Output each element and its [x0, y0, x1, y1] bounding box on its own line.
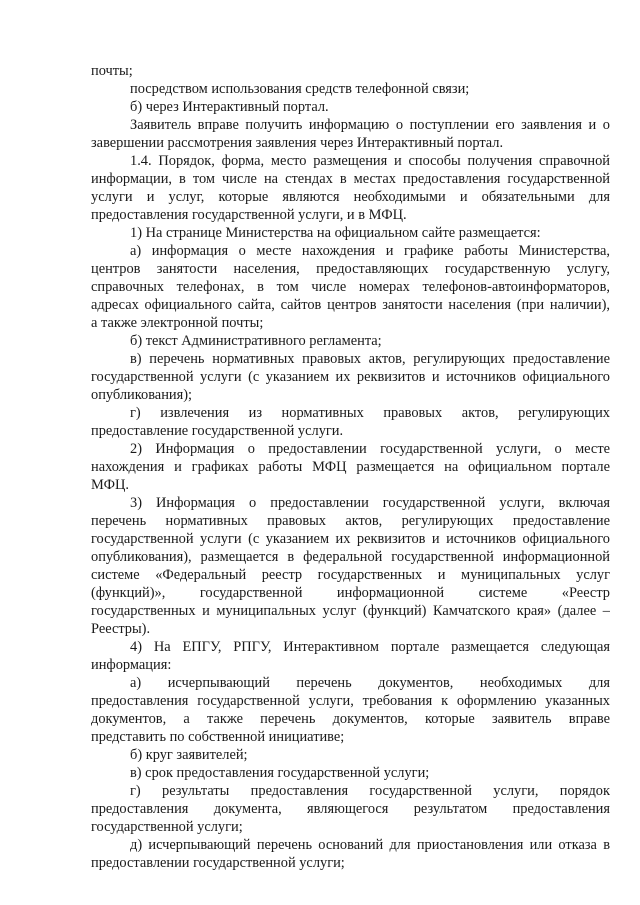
text-line: предоставление государственной услуги.	[91, 423, 344, 439]
text-line: б) круг заявителей;	[130, 747, 248, 763]
text-line: почты;	[91, 63, 133, 79]
text-line: нахождения и графиках работы МФЦ размещается на официальном портале	[91, 459, 610, 475]
text-line: услуги и услуг, которые являются необходимыми и обязательными для	[91, 189, 610, 205]
text-line: опубликования), размещается в федеральной государственной информационной	[91, 549, 610, 565]
text-line: 4) На ЕПГУ, РПГУ, Интерактивном портале размещается следующая	[130, 639, 610, 655]
text-line: опубликования);	[91, 387, 193, 403]
text-line: завершении рассмотрения заявления через Интерактивный портал.	[91, 135, 504, 151]
text-line: предоставления документа, являющегося результатом предоставления	[91, 801, 610, 817]
text-line: 1.4. Порядок, форма, место размещения и способы получения справочной	[130, 153, 610, 169]
text-line: системе «Федеральный реестр государственных и муниципальных услуг	[91, 567, 610, 583]
text-line: предоставления государственной услуги, и в МФЦ.	[91, 207, 407, 223]
text-line: государственной услуги (с указанием их реквизитов и источников официального	[91, 531, 610, 547]
text-line: б) через Интерактивный портал.	[130, 99, 329, 115]
text-line: 2) Информация о предоставлении государственной услуги, о месте	[130, 441, 610, 457]
text-line: документов, а также перечень документов, которые заявитель вправе	[91, 711, 610, 727]
text-line: государственных и муниципальных услуг (функций) Камчатского края» (далее –	[91, 603, 610, 619]
text-line: Реестры).	[91, 621, 151, 637]
text-line: в) срок предоставления государственной услуги;	[130, 765, 430, 781]
text-line: 3) Информация о предоставлении государственной услуги, включая	[130, 495, 610, 511]
text-line: предоставлении государственной услуги;	[91, 855, 345, 871]
text-line: государственной услуги (с указанием их реквизитов и источников официального	[91, 369, 610, 385]
text-line: г) извлечения из нормативных правовых актов, регулирующих	[130, 405, 610, 421]
text-line: адресах официального сайта, сайтов центров занятости населения (при наличии),	[91, 297, 610, 313]
text-line: а также электронной почты;	[91, 315, 264, 331]
text-line: г) результаты предоставления государственной услуги, порядок	[130, 783, 610, 799]
text-line: посредством использования средств телефонной связи;	[130, 81, 470, 97]
text-line: б) текст Административного регламента;	[130, 333, 382, 349]
text-line: Заявитель вправе получить информацию о поступлении его заявления и о	[130, 117, 610, 133]
text-line: а) информация о месте нахождения и графике работы Министерства,	[130, 243, 610, 259]
text-line: справочных телефонах, в том числе номерах телефонов-автоинформаторов,	[91, 279, 610, 295]
text-line: представить по собственной инициативе;	[91, 729, 345, 745]
text-line: 1) На странице Министерства на официальном сайте размещается:	[130, 225, 541, 241]
text-line: центров занятости населения, предоставляющих государственную услугу,	[91, 261, 610, 277]
text-line: в) перечень нормативных правовых актов, регулирующих предоставление	[130, 351, 610, 367]
text-line: информации, в том числе на стендах в местах предоставления государственной	[91, 171, 610, 187]
text-line: государственной услуги;	[91, 819, 243, 835]
text-line: а) исчерпывающий перечень документов, необходимых для	[130, 675, 610, 691]
text-line: предоставления государственной услуги, требования к оформлению указанных	[91, 693, 610, 709]
text-line: перечень нормативных правовых актов, регулирующих предоставление	[91, 513, 610, 529]
text-line: д) исчерпывающий перечень оснований для приостановления или отказа в	[130, 837, 610, 853]
text-line: (функций)», государственной информационной системе «Реестр	[91, 585, 610, 601]
text-line: информация:	[91, 657, 172, 673]
text-line: МФЦ.	[91, 477, 129, 493]
